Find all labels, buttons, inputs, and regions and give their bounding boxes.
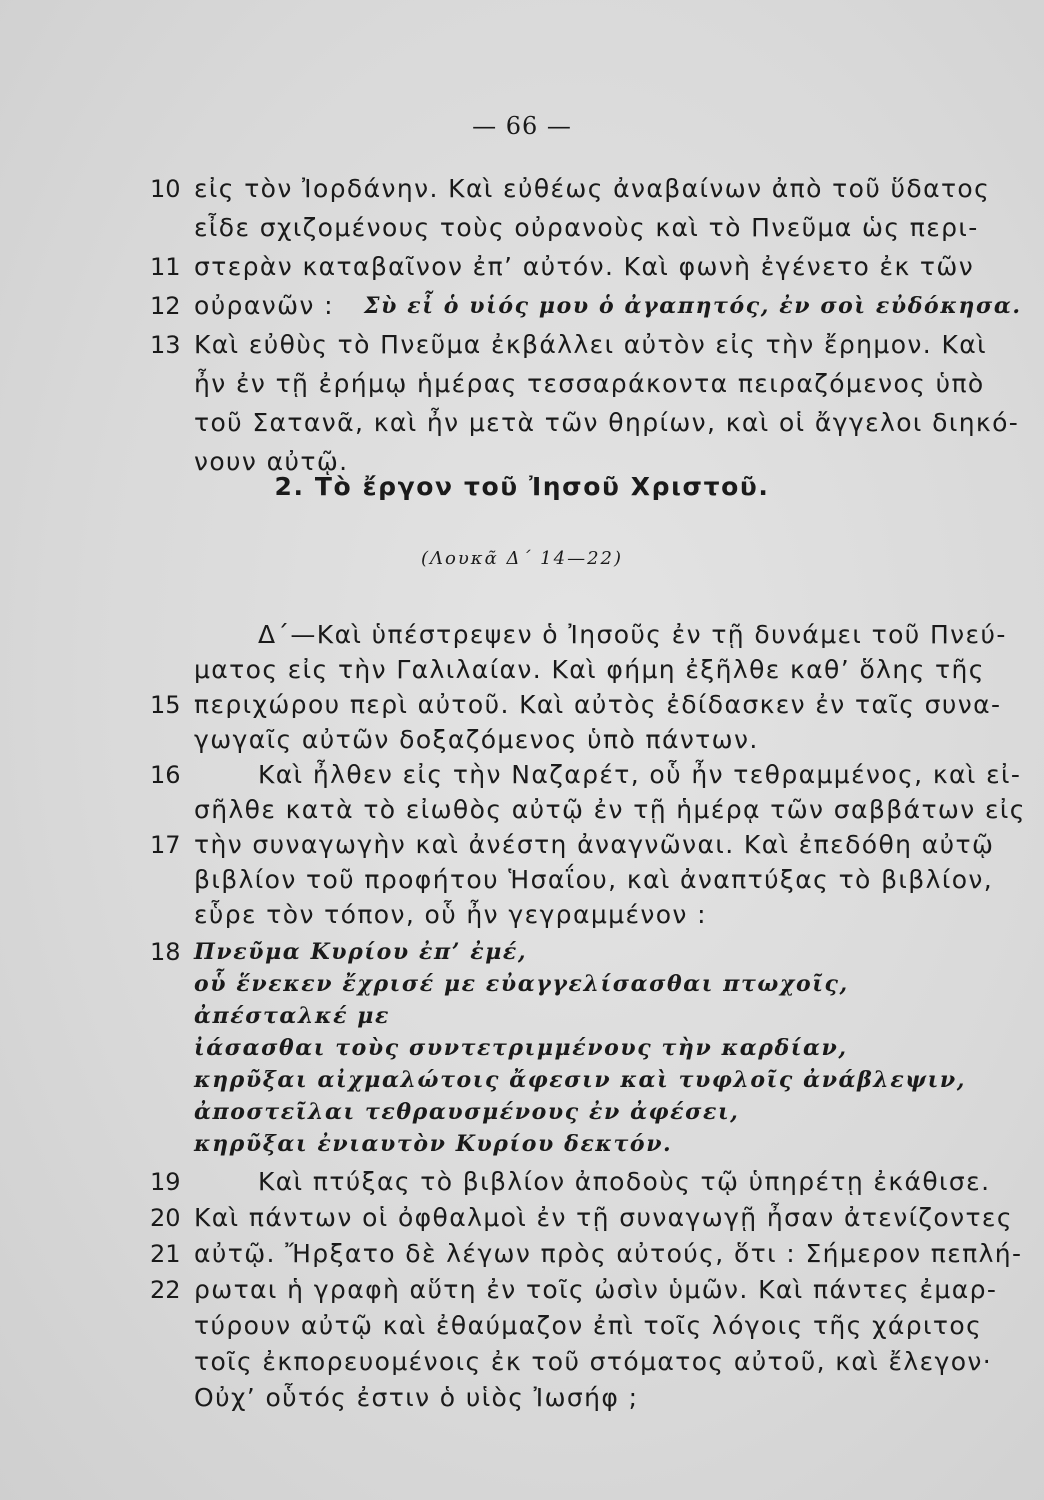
text-line xyxy=(0,1381,1044,1415)
verse-number: 13 xyxy=(150,331,181,359)
quote-text: ἀποστεῖλαι τεθραυσμένους ἐν ἀφέσει, xyxy=(194,1099,740,1125)
quote-line xyxy=(0,1063,1044,1097)
line-text: στερὰν καταβαῖνον ἐπ’ αὐτόν. Καὶ φωνὴ ἐγένετο ἐκ τῶν xyxy=(194,252,975,281)
verse-number: 15 xyxy=(150,691,181,719)
line-text: ρωται ἡ γραφὴ αὕτη ἐν τοῖς ὠσὶν ὑμῶν. Καὶ πάντες ἐμαρ- xyxy=(194,1275,998,1304)
line-text: οὐρανῶν : xyxy=(194,291,334,320)
line-text: ματος εἰς τὴν Γαλιλαίαν. Καὶ φήμη ἐξῆλθε καθ’ ὅλης τῆς xyxy=(194,655,985,684)
verse-number: 12 xyxy=(150,292,181,320)
quote-line xyxy=(0,935,1044,969)
line-text: Καὶ ἦλθεν εἰς τὴν Ναζαρέτ, οὗ ἦν τεθραμμένος, καὶ εἰ- xyxy=(258,760,1022,789)
quote-text: ἰάσασθαι τοὺς συντετριμμένους τὴν καρδίαν, xyxy=(194,1035,848,1061)
text-line xyxy=(0,863,1044,897)
line-text: εὗρε τὸν τόπον, οὗ ἦν γεγραμμένον : xyxy=(194,900,707,929)
line-text: γωγαῖς αὐτῶν δοξαζόμενος ὑπὸ πάντων. xyxy=(194,725,759,754)
text-line xyxy=(0,328,1044,362)
quote-text: κηρῦξαι ἐνιαυτὸν Κυρίου δεκτόν. xyxy=(194,1131,673,1157)
section-title: 2. Τὸ ἔργον τοῦ Ἰησοῦ Χριστοῦ. xyxy=(274,472,770,501)
line-text: τὴν συναγωγὴν καὶ ἀνέστη ἀναγνῶναι. Καὶ ἐπεδόθη αὐτῷ xyxy=(194,830,995,859)
verse-number: 16 xyxy=(150,761,181,789)
line-text: βιβλίον τοῦ προφήτου Ἡσαΐου, καὶ ἀναπτύξας τὸ βιβλίον, xyxy=(194,865,994,894)
verse-number: 22 xyxy=(150,1276,181,1304)
line-text: αὐτῷ. Ἤρξατο δὲ λέγων πρὸς αὐτούς, ὅτι : Σήμερον πεπλή- xyxy=(194,1239,1023,1268)
line-text: νουν αὐτῷ. xyxy=(194,447,349,476)
text-line xyxy=(0,758,1044,792)
quote-line xyxy=(0,1031,1044,1065)
line-text: ἦν ἐν τῇ ἐρήμῳ ἡμέρας τεσσαράκοντα πειραζόμενος ὑπὸ xyxy=(194,369,985,398)
verse-number: 19 xyxy=(150,1168,181,1196)
section-reference: (Λουκᾶ Δ΄ 14—22) xyxy=(420,548,624,569)
quote-line xyxy=(0,1095,1044,1129)
text-line xyxy=(0,250,1044,284)
page-number: — 66 — xyxy=(472,112,572,140)
verse-number: 21 xyxy=(150,1240,181,1268)
text-line xyxy=(0,1309,1044,1343)
text-line xyxy=(0,211,1044,245)
line-text: περιχώρου περὶ αὐτοῦ. Καὶ αὐτὸς ἐδίδασκεν ἐν ταῖς συνα- xyxy=(194,690,1002,719)
text-line xyxy=(0,406,1044,440)
text-line xyxy=(0,828,1044,862)
text-line xyxy=(0,618,1044,652)
text-line xyxy=(0,172,1044,206)
text-line xyxy=(0,793,1044,827)
line-text: Καὶ πάντων οἱ ὀφθαλμοὶ ἐν τῇ συναγωγῇ ἦσαν ἀτενίζοντες xyxy=(194,1203,1013,1232)
text-line xyxy=(0,723,1044,757)
text-line xyxy=(0,1201,1044,1235)
text-line xyxy=(0,653,1044,687)
line-text: εἰς τὸν Ἰορδάνην. Καὶ εὐθέως ἀναβαίνων ἀπὸ τοῦ ὕδατος xyxy=(194,174,991,203)
line-text: τύρουν αὐτῷ καὶ ἐθαύμαζον ἐπὶ τοῖς λόγοις τῆς χάριτος xyxy=(194,1311,983,1340)
quote-text: οὗ ἕνεκεν ἔχρισέ με εὐαγγελίσασθαι πτωχοῖς, xyxy=(194,971,849,997)
text-line xyxy=(0,1237,1044,1271)
quote-text: ἀπέσταλκέ με xyxy=(194,1003,390,1029)
text-line xyxy=(0,1345,1044,1379)
quote-text: κηρῦξαι αἰχμαλώτοις ἄφεσιν καὶ τυφλοῖς ἀνάβλεψιν, xyxy=(194,1067,966,1093)
line-text: τοῦ Σατανᾶ, καὶ ἦν μετὰ τῶν θηρίων, καὶ οἱ ἄγγελοι διηκό- xyxy=(194,408,1020,437)
text-line xyxy=(0,289,1044,323)
quote-line xyxy=(0,1127,1044,1161)
line-text: τοῖς ἐκπορευομένοις ἐκ τοῦ στόματος αὐτοῦ, καὶ ἔλεγον· xyxy=(194,1347,993,1376)
verse-number: 17 xyxy=(150,831,181,859)
text-line xyxy=(0,367,1044,401)
line-text: εἶδε σχιζομένους τοὺς οὐρανοὺς καὶ τὸ Πνεῦμα ὡς περι- xyxy=(194,213,979,242)
verse-number: 11 xyxy=(150,253,181,281)
line-text: σῆλθε κατὰ τὸ εἰωθὸς αὐτῷ ἐν τῇ ἡμέρᾳ τῶν σαββάτων εἰς xyxy=(194,795,1026,824)
quote-line xyxy=(0,999,1044,1033)
emphasized-quote: Σὺ εἶ ὁ υἱός μου ὁ ἀγαπητός, ἐν σοὶ εὐδόκησα. xyxy=(364,293,1022,319)
text-line xyxy=(0,898,1044,932)
verse-number: 10 xyxy=(150,175,181,203)
verse-number: 18 xyxy=(150,938,181,966)
line-text: Καὶ πτύξας τὸ βιβλίον ἀποδοὺς τῷ ὑπηρέτῃ ἐκάθισε. xyxy=(258,1167,991,1196)
line-text: Δ΄—Καὶ ὑπέστρεψεν ὁ Ἰησοῦς ἐν τῇ δυνάμει τοῦ Πνεύ- xyxy=(258,620,1007,649)
quote-line xyxy=(0,967,1044,1001)
quote-text: Πνεῦμα Κυρίου ἐπ’ ἐμέ, xyxy=(194,939,528,965)
line-text: Οὐχ’ οὗτός ἐστιν ὁ υἱὸς Ἰωσήφ ; xyxy=(194,1383,639,1412)
verse-number: 20 xyxy=(150,1204,181,1232)
line-text: Καὶ εὐθὺς τὸ Πνεῦμα ἐκβάλλει αὐτὸν εἰς τὴν ἔρημον. Καὶ xyxy=(194,330,988,359)
text-line xyxy=(0,1273,1044,1307)
text-line xyxy=(0,688,1044,722)
text-line xyxy=(0,1165,1044,1199)
